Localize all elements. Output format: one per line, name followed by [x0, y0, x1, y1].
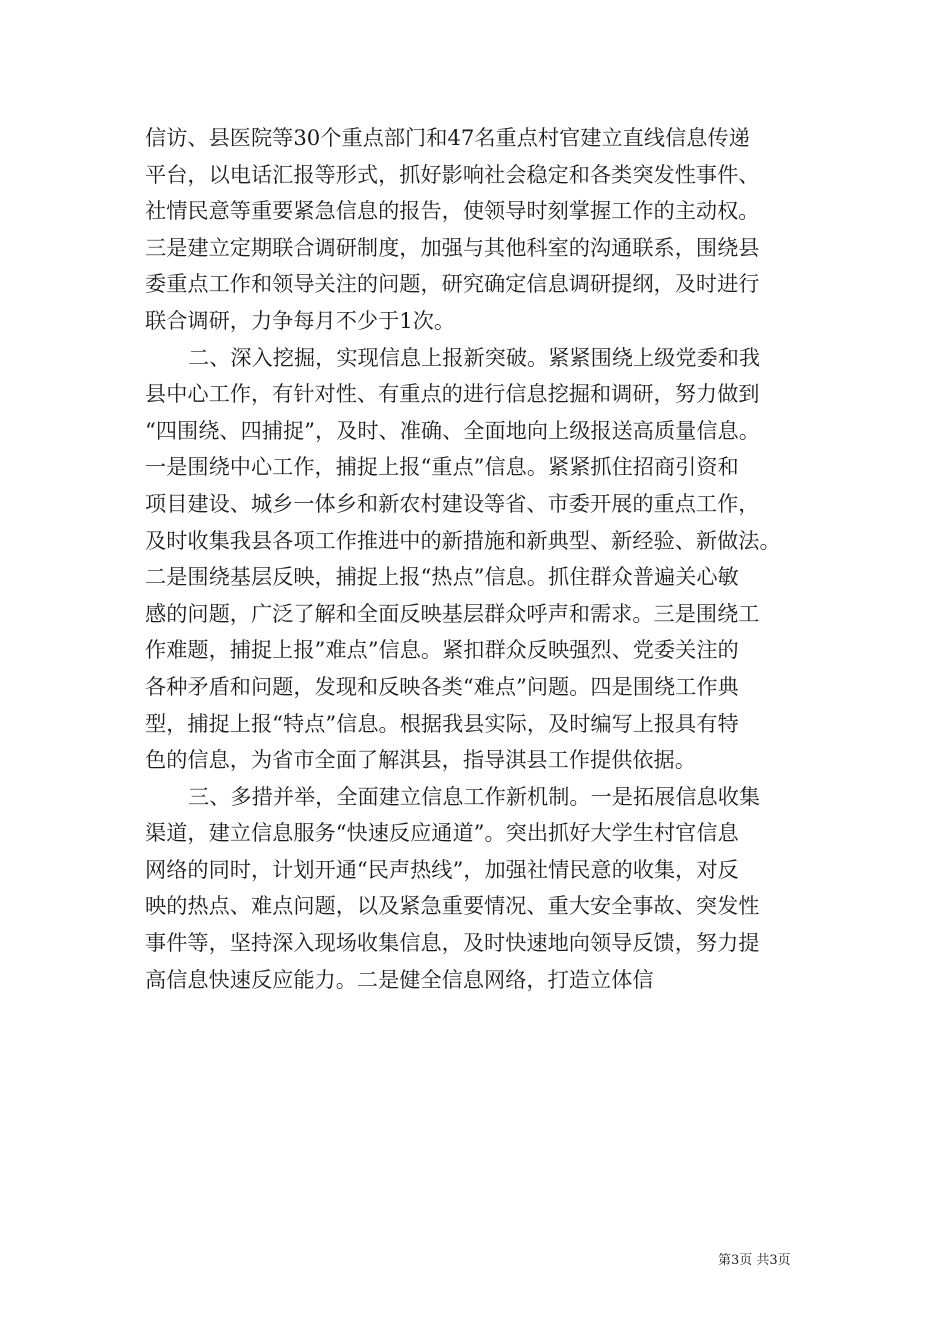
text-line: 各种矛盾和问题，发现和反映各类“难点”问题。四是围绕工作典 — [145, 673, 739, 699]
text-line: 三是建立定期联合调研制度，加强与其他科室的沟通联系，围绕县 — [145, 234, 760, 260]
text-line: 型，捕捉上报“特点”信息。根据我县实际，及时编写上报具有特 — [145, 710, 739, 736]
paragraph-start-line: 二、深入挖掘，实现信息上报新突破。紧紧围绕上级党委和我 — [188, 344, 761, 370]
text-line: 事件等，坚持深入现场收集信息，及时快速地向领导反馈，努力提 — [145, 930, 760, 956]
text-line: 平台，以电话汇报等形式，抓好影响社会稳定和各类突发性事件、 — [145, 161, 760, 187]
text-line: 及时收集我县各项工作推进中的新措施和新典型、新经验、新做法。 — [145, 527, 781, 553]
paragraph-start-line: 三、多措并举，全面建立信息工作新机制。一是拓展信息收集 — [188, 783, 761, 809]
text-line: 二是围绕基层反映，捕捉上报“热点”信息。抓住群众普遍关心敏 — [145, 564, 739, 590]
text-line: 网络的同时，计划开通“民声热线”，加强社情民意的收集，对反 — [145, 856, 739, 882]
text-line: 社情民意等重要紧急信息的报告，使领导时刻掌握工作的主动权。 — [145, 198, 760, 224]
page-number-footer: 第3页 共3页 — [718, 1253, 791, 1268]
text-line: 县中心工作，有针对性、有重点的进行信息挖掘和调研，努力做到 — [145, 381, 760, 407]
text-line: 高信息快速反应能力。二是健全信息网络，打造立体信 — [145, 966, 654, 992]
text-line: 渠道，建立信息服务“快速反应通道”。突出抓好大学生村官信息 — [145, 820, 739, 846]
text-line: 联合调研，力争每月不少于1次。 — [145, 307, 456, 333]
text-line: 委重点工作和领导关注的问题，研究确定信息调研提纲，及时进行 — [145, 271, 760, 297]
body-text — [145, 120, 813, 998]
text-line: 一是围绕中心工作，捕捉上报“重点”信息。紧紧抓住招商引资和 — [145, 454, 739, 480]
text-line: 映的热点、难点问题，以及紧急重要情况、重大安全事故、突发性 — [145, 893, 760, 919]
text-line: 信访、县医院等30个重点部门和47名重点村官建立直线信息传递 — [145, 125, 750, 150]
text-line: “四围绕、四捕捉”，及时、准确、全面地向上级报送高质量信息。 — [145, 417, 760, 443]
text-line: 作难题，捕捉上报”难点”信息。紧扣群众反映强烈、党委关注的 — [145, 637, 739, 663]
text-line: 感的问题，广泛了解和全面反映基层群众呼声和需求。三是围绕工 — [145, 600, 760, 626]
text-line: 色的信息，为省市全面了解淇县，指导淇县工作提供依据。 — [145, 747, 696, 773]
text-line: 项目建设、城乡一体乡和新农村建设等省、市委开展的重点工作， — [145, 490, 760, 516]
